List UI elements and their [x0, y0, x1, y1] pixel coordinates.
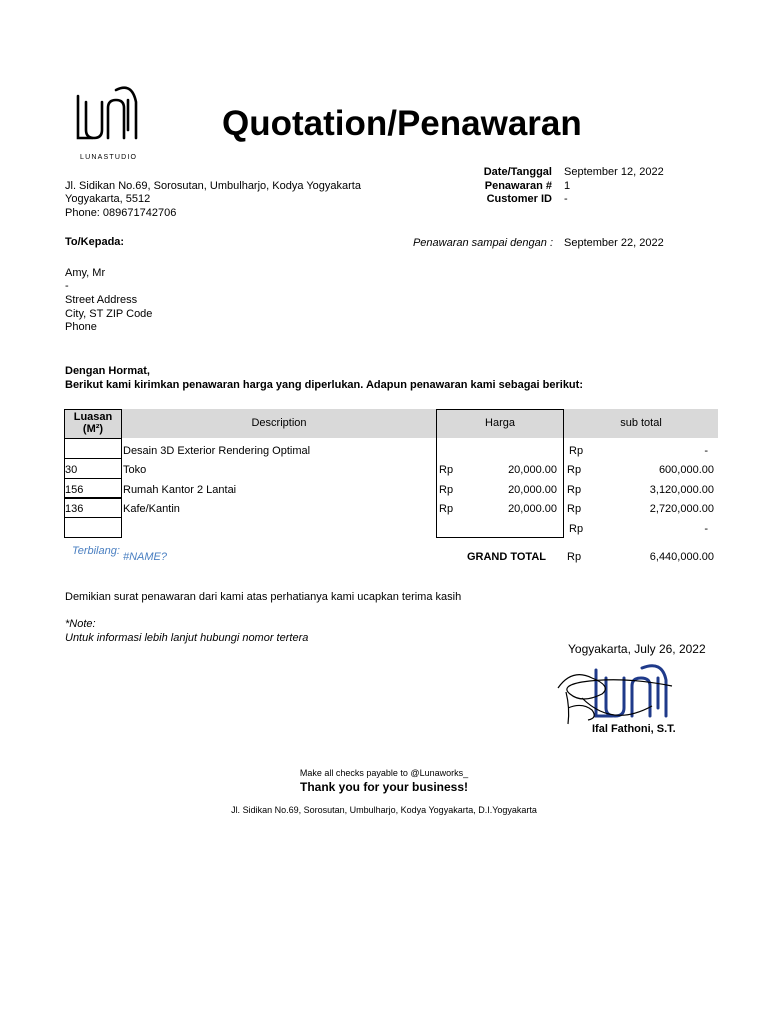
recipient-label: To/Kepada: [65, 236, 125, 248]
customer-id-value: - [564, 193, 568, 205]
row-area: 30 [65, 464, 78, 476]
quote-number-value: 1 [564, 180, 571, 192]
row-area: 156 [65, 484, 84, 496]
row-price-currency: Rp [439, 503, 454, 515]
recipient-phone: Phone [65, 321, 97, 333]
logo-caption: LUNASTUDIO [80, 154, 138, 161]
row-description: Desain 3D Exterior Rendering Optimal [123, 445, 311, 457]
row-subtotal-currency: Rp [569, 445, 584, 457]
recipient-street: Street Address [65, 294, 138, 306]
intro-text: Berikut kami kirimkan penawaran harga yang diperlukan. Adapun penawaran kami sebagai berikut: [65, 379, 583, 391]
row-subtotal-currency: Rp [569, 523, 584, 535]
row-area: 136 [65, 503, 84, 515]
valid-until-label: Penawaran sampai dengan : [412, 237, 553, 249]
row-description: Toko [123, 464, 147, 476]
area-header-line1: Luasan [73, 411, 113, 423]
description-header: Description [251, 417, 307, 429]
area-cell [64, 517, 122, 538]
company-address-line2: Yogyakarta, 5512 [65, 193, 151, 205]
recipient-name: Amy, Mr [65, 267, 106, 279]
note-label: *Note: [65, 618, 96, 630]
area-header-line2: (M²) [82, 423, 104, 435]
recipient-city: City, ST ZIP Code [65, 308, 153, 320]
thanks-text: Thank you for your business! [299, 780, 469, 794]
row-subtotal-currency: Rp [567, 464, 582, 476]
row-subtotal-currency: Rp [567, 484, 582, 496]
row-price: 20,000.00 [508, 484, 557, 496]
valid-until-value: September 22, 2022 [564, 237, 664, 249]
footer-address: Jl. Sidikan No.69, Sorosutan, Umbulharjo, Kodya Yogyakarta, D.I.Yogyakarta [231, 805, 537, 815]
greeting: Dengan Hormat, [65, 365, 150, 377]
row-price-currency: Rp [439, 464, 454, 476]
date-label: Date/Tanggal [483, 166, 552, 178]
date-value: September 12, 2022 [564, 166, 664, 178]
grand-total-label: GRAND TOTAL [466, 551, 546, 563]
price-header: Harga [485, 417, 515, 429]
row-subtotal: - [704, 445, 708, 457]
note-text: Untuk informasi lebih lanjut hubungi nomor tertera [65, 632, 309, 644]
customer-id-label: Customer ID [486, 193, 552, 205]
row-subtotal: - [704, 523, 708, 535]
terbilang-label: Terbilang: [72, 545, 120, 557]
subtotal-header: sub total [620, 417, 662, 429]
row-subtotal: 600,000.00 [658, 464, 714, 476]
signer-name: Ifal Fathoni, S.T. [592, 723, 676, 735]
row-price: 20,000.00 [508, 464, 557, 476]
checks-payable-text: Make all checks payable to @Lunaworks_ [299, 768, 469, 778]
row-subtotal: 3,120,000.00 [649, 484, 714, 496]
area-cell [64, 438, 122, 459]
recipient-company: - [65, 280, 69, 292]
terbilang-value: #NAME? [123, 551, 168, 563]
page-title: Quotation/Penawaran [222, 104, 582, 143]
row-description: Rumah Kantor 2 Lantai [123, 484, 237, 496]
company-address-line1: Jl. Sidikan No.69, Sorosutan, Umbulharjo, Kodya Yogyakarta [65, 180, 361, 192]
row-subtotal: 2,720,000.00 [649, 503, 714, 515]
grand-total-value: 6,440,000.00 [649, 551, 714, 563]
quote-number-label: Penawaran # [484, 180, 552, 192]
grand-total-currency: Rp [567, 551, 582, 563]
closing-text: Demikian surat penawaran dari kami atas perhatianya kami ucapkan terima kasih [65, 591, 462, 603]
row-price-currency: Rp [439, 484, 454, 496]
row-description: Kafe/Kantin [123, 503, 180, 515]
row-subtotal-currency: Rp [567, 503, 582, 515]
place-date: Yogyakarta, July 26, 2022 [568, 642, 706, 656]
row-price: 20,000.00 [508, 503, 557, 515]
company-phone: Phone: 089671742706 [65, 207, 177, 219]
